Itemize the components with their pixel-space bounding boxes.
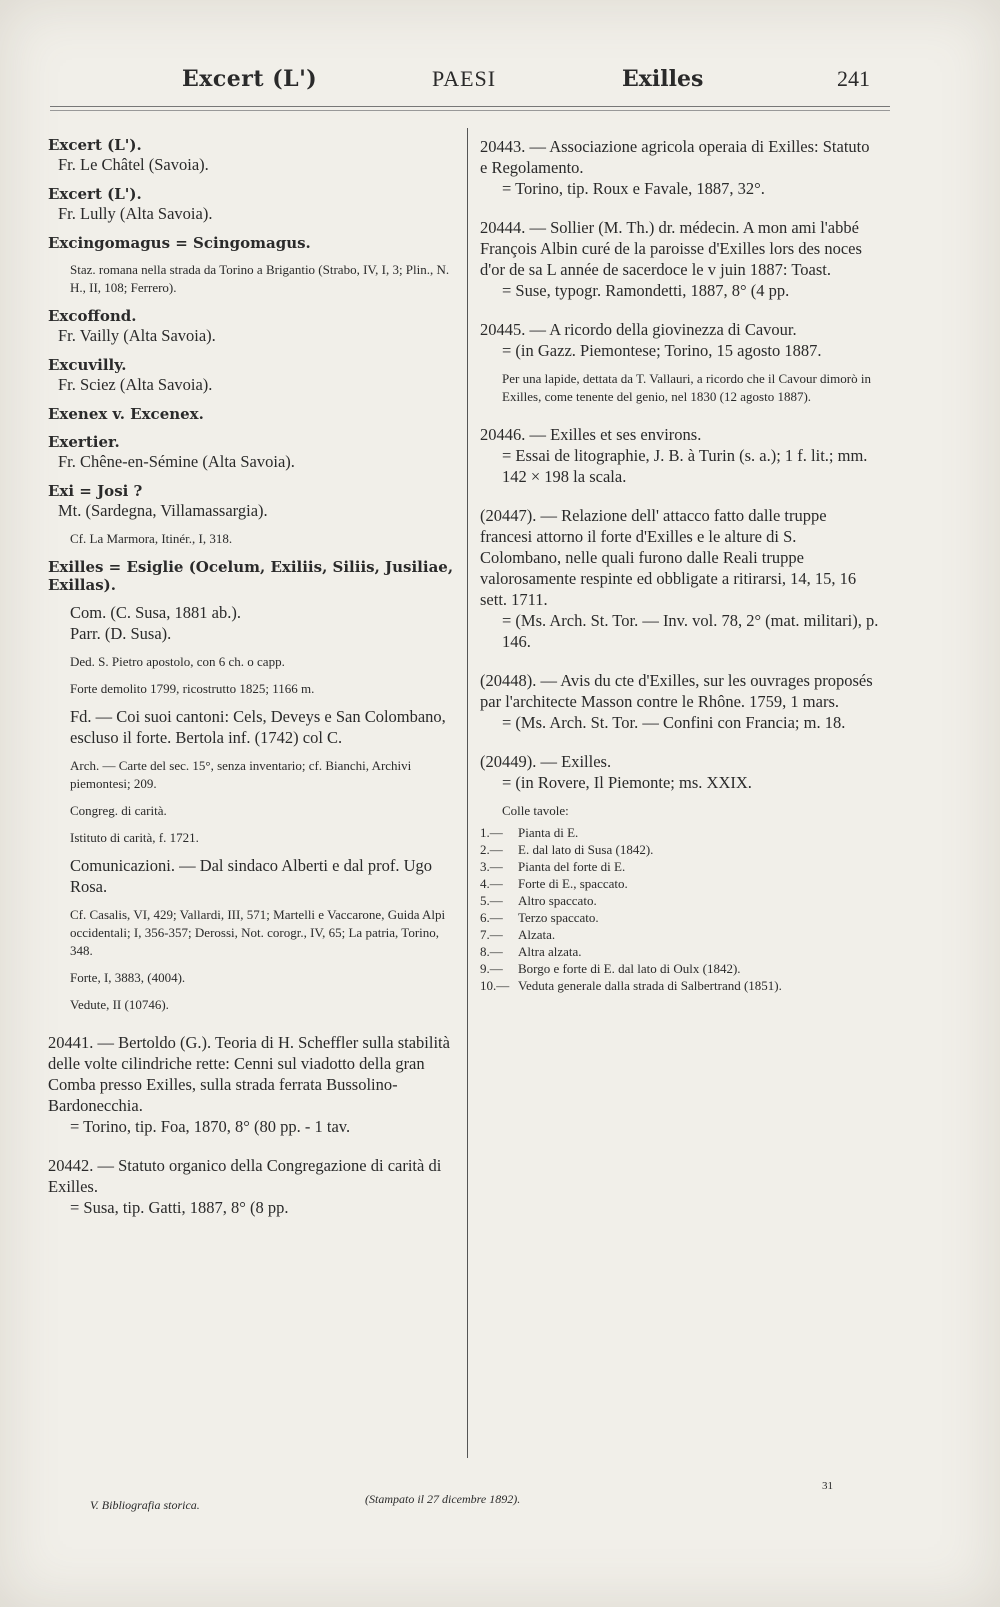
right-column-entries	[480, 136, 880, 820]
plate-title: Borgo e forte di E. dal lato di Oulx (1842).	[518, 961, 741, 976]
plate-title: Veduta generale dalla strada di Salbertrand (1851).	[518, 978, 782, 993]
entry-text: = (Ms. Arch. St. Tor. — Inv. vol. 78, 2° (mat. militari), p. 146.	[502, 611, 879, 651]
plate-number: 4.—	[480, 876, 503, 891]
entry-text: = Suse, typogr. Ramondetti, 1887, 8° (4 pp.	[502, 281, 790, 300]
entry-text: (20448). — Avis du cte d'Exilles, sur les ouvrages proposés par l'architecte Masson contre le Rhône. 1759, 1 mars.	[480, 671, 873, 711]
plate-title: Forte di E., spaccato.	[518, 876, 628, 891]
entry-headword: Excuvilly.	[48, 356, 127, 374]
entry-text: = Torino, tip. Roux e Favale, 1887, 32°.	[502, 179, 765, 198]
plate-item	[480, 892, 880, 909]
plate-item	[480, 909, 880, 926]
header-right: Exilles	[622, 66, 704, 92]
entry-text: Com. (C. Susa, 1881 ab.).	[70, 603, 241, 622]
entry-text: Cf. Casalis, VI, 429; Vallardi, III, 571; Martelli e Vaccarone, Guida Alpi occidentali; I, 356-357; Derossi, Not. corogr., IV, 65; La patria, Torino, 348.	[70, 907, 446, 958]
entry-text: 20444. — Sollier (M. Th.) dr. médecin. A mon ami l'abbé François Albin curé de la paroisse d'Exilles lors des noces d'or de sa L année de sacerdoce le v juin 1887: Toast.	[480, 218, 862, 279]
plate-title: Altra alzata.	[518, 944, 582, 959]
entry-text: Parr. (D. Susa).	[70, 624, 172, 643]
plate-item	[480, 977, 880, 994]
entry-text: Cf. La Marmora, Itinér., I, 318.	[70, 531, 233, 546]
page-number: 241	[837, 66, 870, 91]
entry-text: Vedute, II (10746).	[70, 997, 169, 1012]
plate-number: 7.—	[480, 927, 503, 942]
plate-item	[480, 943, 880, 960]
entry-headword: Excert (L').	[48, 185, 142, 203]
entry-text: 20441. — Bertoldo (G.). Teoria di H. Scheffler sulla stabilità delle volte cilindriche rette: Cenni sul viadotto della gran Comba presso Exilles, sulla strada ferrata Bussolino-Bardonecchia.	[48, 1033, 450, 1115]
plate-number: 6.—	[480, 910, 503, 925]
entry-text: (20447). — Relazione dell' attacco fatto dalle truppe francesi attorno il forte d'Exilles e le alture di S. Colombano, nelle quali furono dalle Reali truppe valorosamente respinte ed obbligate a ritirarsi, 14, 15, 16 sett. 1711.	[480, 506, 857, 609]
entry-text: Fr. Chêne-en-Sémine (Alta Savoia).	[58, 452, 295, 471]
footer-left: V. Bibliografia storica.	[90, 1498, 200, 1512]
plate-number: 8.—	[480, 944, 503, 959]
entry-text: Istituto di carità, f. 1721.	[70, 830, 199, 845]
entry-text: Mt. (Sardegna, Villamassargia).	[58, 501, 268, 520]
plates-list	[480, 824, 880, 994]
entry-text: Fd. — Coi suoi cantoni: Cels, Deveys e San Colombano, escluso il forte. Bertola inf. (1742) col C.	[70, 707, 446, 747]
plate-number: 9.—	[480, 961, 503, 976]
running-header	[182, 66, 882, 102]
plate-title: Pianta di E.	[518, 825, 579, 840]
entry-text: Ded. S. Pietro apostolo, con 6 ch. o capp.	[70, 654, 285, 669]
entry-text: Fr. Le Châtel (Savoia).	[58, 155, 209, 174]
plate-item	[480, 858, 880, 875]
entry-headword: Exenex v. Excenex.	[48, 405, 204, 423]
entry-text: = (in Gazz. Piemontese; Torino, 15 agosto 1887.	[502, 341, 822, 360]
plate-title: Terzo spaccato.	[518, 910, 599, 925]
entry-text: = Essai de litographie, J. B. à Turin (s. a.); 1 f. lit.; mm. 142 × 198 la scala.	[502, 446, 868, 486]
plate-item	[480, 824, 880, 841]
plate-title: Pianta del forte di E.	[518, 859, 626, 874]
plate-number: 2.—	[480, 842, 503, 857]
entry-text: Arch. — Carte del sec. 15°, senza inventario; cf. Bianchi, Archivi piemontesi; 209.	[70, 758, 412, 791]
entry-text: Per una lapide, dettata da T. Vallauri, a ricordo che il Cavour dimorò in Exilles, come tenente del genio, nel 1830 (12 agosto 1887).	[502, 371, 871, 404]
entry-text: Fr. Sciez (Alta Savoia).	[58, 375, 213, 394]
plate-item	[480, 841, 880, 858]
entry-text: Forte demolito 1799, ricostrutto 1825; 1166 m.	[70, 681, 315, 696]
plate-number: 5.—	[480, 893, 503, 908]
entry-text: Comunicazioni. — Dal sindaco Alberti e dal prof. Ugo Rosa.	[70, 856, 433, 896]
entry-text: Forte, I, 3883, (4004).	[70, 970, 186, 985]
entry-text: = (in Rovere, Il Piemonte; ms. XXIX.	[502, 773, 752, 792]
plate-number: 1.—	[480, 825, 503, 840]
entry-headword: Exilles = Esiglie (Ocelum, Exiliis, Siliis, Jusiliae, Exillas).	[48, 558, 454, 594]
entry-text: = (Ms. Arch. St. Tor. — Confini con Francia; m. 18.	[502, 713, 846, 732]
entry-text: 20442. — Statuto organico della Congregazione di carità di Exilles.	[48, 1156, 442, 1196]
column-divider	[467, 128, 468, 1458]
entry-text: Congreg. di carità.	[70, 803, 167, 818]
footer-imprint: (Stampato il 27 dicembre 1892).	[365, 1492, 521, 1506]
plate-item	[480, 926, 880, 943]
entry-headword: Excoffond.	[48, 307, 137, 325]
entry-text: Colle tavole:	[502, 803, 569, 818]
header-middle: PAESI	[432, 66, 497, 91]
entry-headword: Excingomagus = Scingomagus.	[48, 234, 311, 252]
header-rule	[50, 106, 890, 107]
plate-title: Alzata.	[518, 927, 556, 942]
left-column	[48, 136, 458, 1218]
plate-item	[480, 875, 880, 892]
plate-number: 3.—	[480, 859, 503, 874]
entry-text: (20449). — Exilles.	[480, 752, 612, 771]
plate-number: 10.—	[480, 978, 510, 993]
right-column	[480, 136, 880, 994]
entry-text: 20445. — A ricordo della giovinezza di Cavour.	[480, 320, 797, 339]
entry-text: 20443. — Associazione agricola operaia di Exilles: Statuto e Regolamento.	[480, 137, 870, 177]
entry-text: Staz. romana nella strada da Torino a Brigantio (Strabo, IV, I, 3; Plin., N. H., II, 108; Ferrero).	[70, 262, 450, 295]
entry-text: 20446. — Exilles et ses environs.	[480, 425, 702, 444]
plate-title: E. dal lato di Susa (1842).	[518, 842, 654, 857]
entry-text: = Susa, tip. Gatti, 1887, 8° (8 pp.	[70, 1198, 289, 1217]
entry-headword: Exertier.	[48, 433, 120, 451]
entry-text: = Torino, tip. Foa, 1870, 8° (80 pp. - 1 tav.	[70, 1117, 351, 1136]
plate-title: Altro spaccato.	[518, 893, 597, 908]
entry-text: Fr. Vailly (Alta Savoia).	[58, 326, 216, 345]
entry-text: Fr. Lully (Alta Savoia).	[58, 204, 213, 223]
entry-headword: Exi = Josi ?	[48, 482, 143, 500]
plate-item	[480, 960, 880, 977]
entry-headword: Excert (L').	[48, 136, 142, 154]
header-rule-second	[50, 110, 890, 111]
header-left: Excert (L')	[182, 66, 318, 92]
footer-signature: 31	[822, 1480, 833, 1492]
